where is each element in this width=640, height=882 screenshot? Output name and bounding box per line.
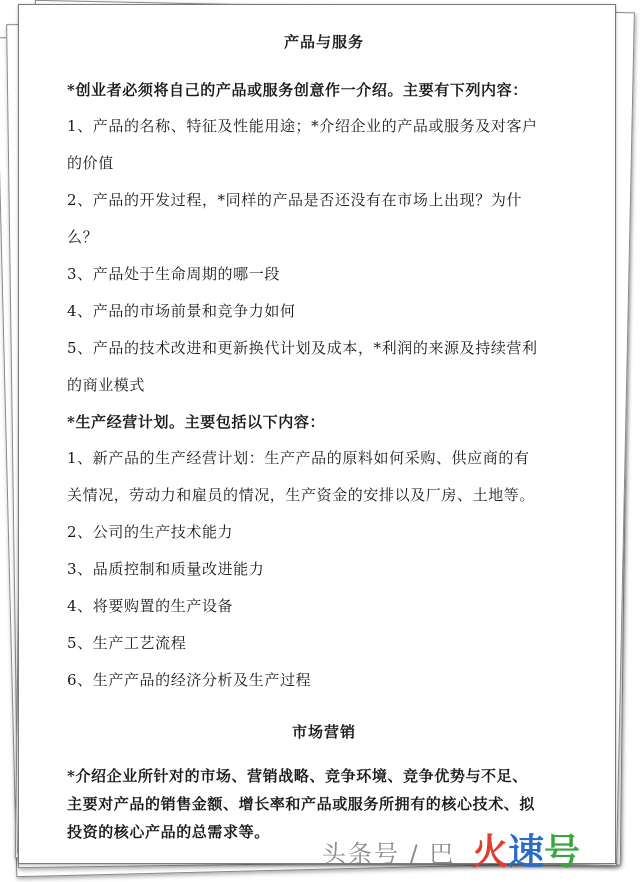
list-item: 5、生产工艺流程 bbox=[67, 634, 187, 652]
list-item: 5、产品的技术改进和更新换代计划及成本，*利润的来源及持续营利 bbox=[67, 339, 538, 357]
marketing-line: *介绍企业所针对的市场、营销战略、竞争环境、竞争优势与不足、 bbox=[67, 767, 528, 785]
marketing-line: 投资的核心产品的总需求等。 bbox=[67, 823, 270, 841]
list-item: 1、新产品的生产经营计划：生产产品的原料如何采购、供应商的有 bbox=[67, 449, 530, 467]
section-title-marketing: 市场营销 bbox=[291, 723, 356, 741]
list-item: 6、生产产品的经济分析及生产过程 bbox=[67, 671, 312, 689]
document-page bbox=[18, 4, 616, 864]
section-intro-production: *生产经营计划。主要包括以下内容： bbox=[67, 413, 326, 431]
watermark-logo-icon: 火速号 bbox=[472, 832, 581, 873]
list-item: 4、产品的市场前景和竞争力如何 bbox=[67, 302, 296, 320]
list-item: 4、将要购置的生产设备 bbox=[67, 597, 234, 615]
list-item: 关情况，劳动力和雇员的情况，生产资金的安排以及厂房、土地等。 bbox=[67, 486, 536, 504]
section-intro-products: *创业者必须将自己的产品或服务创意作一介绍。主要有下列内容： bbox=[67, 81, 528, 99]
list-item: 2、产品的开发过程，*同样的产品是否还没有在市场上出现？为什 bbox=[67, 191, 523, 209]
list-item: 3、品质控制和质量改进能力 bbox=[67, 560, 265, 578]
list-item: 么？ bbox=[67, 228, 99, 246]
section-title-products: 产品与服务 bbox=[283, 33, 364, 51]
list-item: 2、公司的生产技术能力 bbox=[67, 523, 234, 541]
marketing-line: 主要对产品的销售金额、增长率和产品或服务所拥有的核心技术、拟 bbox=[67, 795, 536, 813]
list-item: 的价值 bbox=[67, 154, 114, 172]
list-item: 3、产品处于生命周期的哪一段 bbox=[67, 265, 280, 283]
watermark-text: 头条号 / 巴 bbox=[322, 840, 456, 868]
list-item: 1、产品的名称、特征及性能用途；*介绍企业的产品或服务及对客户 bbox=[67, 117, 538, 135]
list-item: 的商业模式 bbox=[67, 376, 146, 394]
